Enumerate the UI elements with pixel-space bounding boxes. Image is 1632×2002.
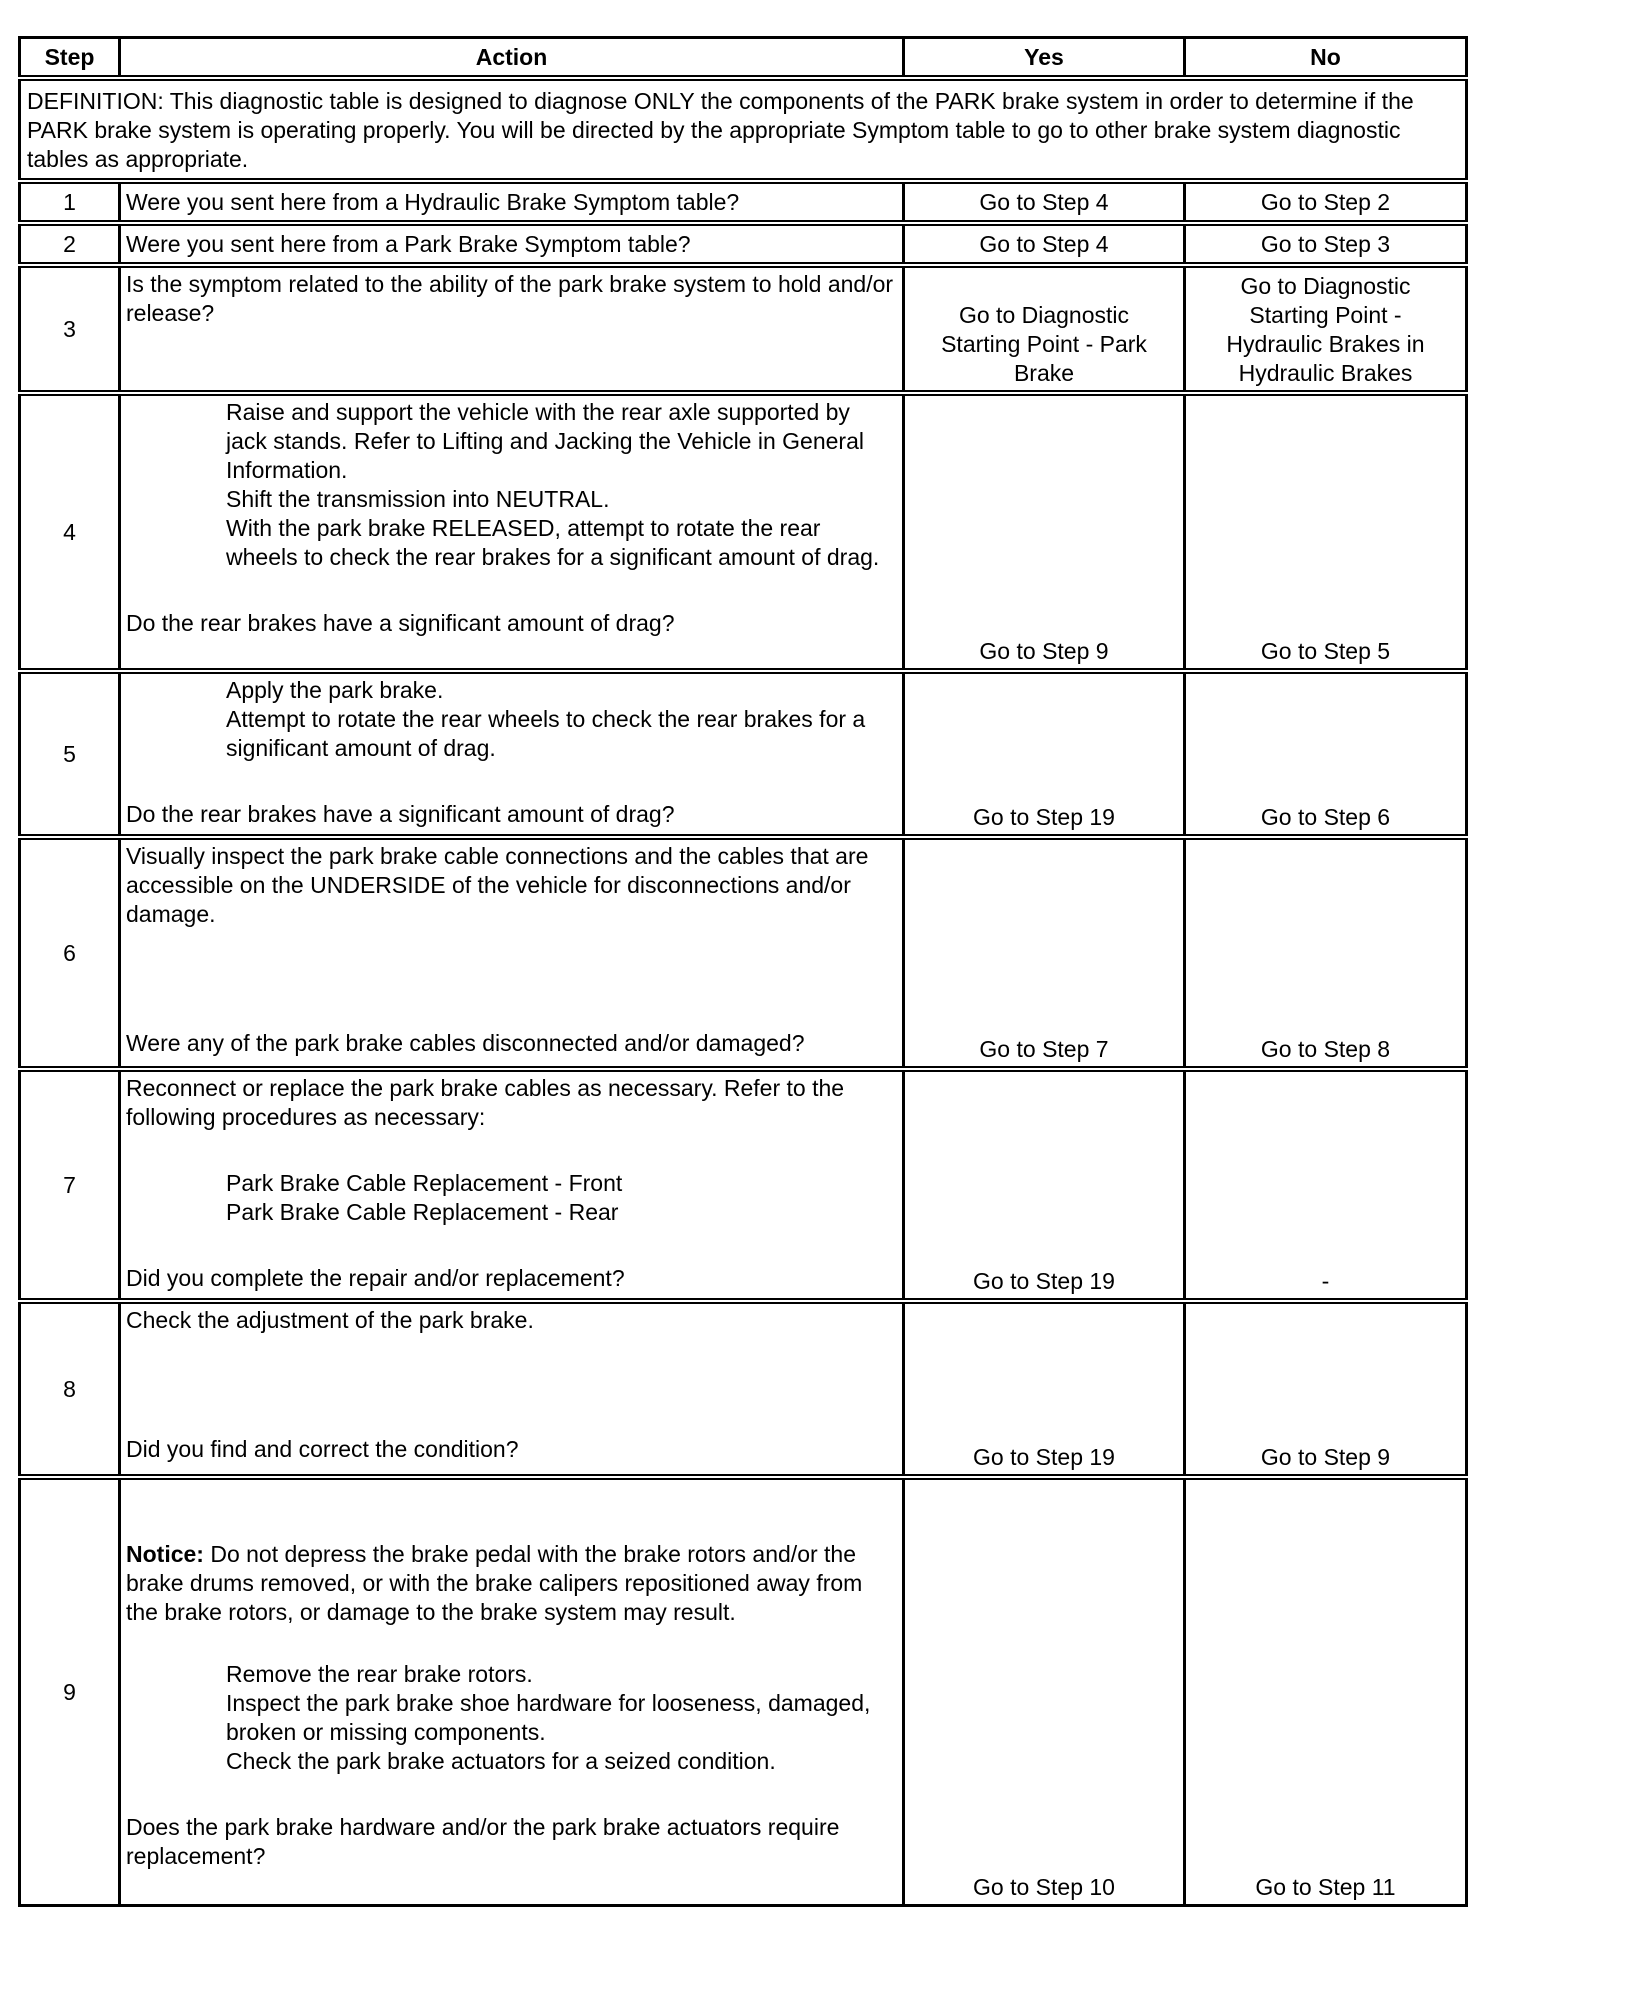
diagnostic-table xyxy=(18,36,1468,1907)
instruction-item: Check the park brake actuators for a seized condition. xyxy=(226,1748,776,1774)
step-number: 9 xyxy=(20,1477,120,1906)
instruction-item: With the park brake RELEASED, attempt to rotate the rear wheels to check the rear brakes for a significant amount of drag. xyxy=(226,515,880,570)
notice-text: Do not depress the brake pedal with the brake rotors and/or the brake drums removed, or with the brake calipers repositioned away from the brake rotors, or damage to the brake system may result. xyxy=(126,1541,863,1625)
diagnostic-table-document xyxy=(18,36,1465,1907)
notice-paragraph xyxy=(126,1540,897,1627)
step-number: 3 xyxy=(20,265,120,393)
header-action: Action xyxy=(120,38,904,79)
step-number: 4 xyxy=(20,393,120,671)
procedure-link-rear: Park Brake Cable Replacement - Rear xyxy=(226,1199,619,1225)
instruction-item: Raise and support the vehicle with the rear axle supported by jack stands. Refer to Lifting and Jacking the Vehicle in General Information. xyxy=(226,399,864,483)
yes-outcome: Go to Step 7 xyxy=(904,837,1185,1069)
no-outcome: - xyxy=(1185,1069,1467,1301)
header-yes: Yes xyxy=(904,38,1185,79)
no-outcome: Go to Step 8 xyxy=(1185,837,1467,1069)
no-outcome: Go to Step 5 xyxy=(1185,393,1467,671)
header-step: Step xyxy=(20,38,120,79)
step-instruction: Reconnect or replace the park brake cables as necessary. Refer to the following procedures as necessary: xyxy=(126,1075,845,1130)
table-row xyxy=(20,671,1467,837)
no-outcome: Go to Step 2 xyxy=(1185,181,1467,223)
yes-outcome: Go to Step 19 xyxy=(904,1069,1185,1301)
definition-text: DEFINITION: This diagnostic table is designed to diagnose ONLY the components of the PARK brake system in order to determine if the PARK brake system is operating properly. You will be directed by the appropriate Symptom table to go to other brake system diagnostic tables as appropriate. xyxy=(20,78,1467,181)
no-outcome: Go to Step 3 xyxy=(1185,223,1467,265)
step-action xyxy=(120,1477,904,1906)
definition-row xyxy=(20,78,1467,181)
step-question: Does the park brake hardware and/or the park brake actuators require replacement? xyxy=(126,1814,840,1869)
step-action xyxy=(120,393,904,671)
step-question: Do the rear brakes have a significant amount of drag? xyxy=(126,610,675,636)
instruction-item: Inspect the park brake shoe hardware for looseness, damaged, broken or missing components. xyxy=(226,1690,871,1745)
step-number: 5 xyxy=(20,671,120,837)
notice-label: Notice: xyxy=(126,1541,204,1567)
table-row xyxy=(20,1069,1467,1301)
step-number: 2 xyxy=(20,223,120,265)
step-instruction: Check the adjustment of the park brake. xyxy=(126,1307,534,1333)
step-number: 6 xyxy=(20,837,120,1069)
procedure-link-front: Park Brake Cable Replacement - Front xyxy=(226,1170,623,1196)
yes-outcome: Go to Step 4 xyxy=(904,181,1185,223)
step-question: Do the rear brakes have a significant amount of drag? xyxy=(126,801,675,827)
step-question: Were you sent here from a Park Brake Symptom table? xyxy=(120,223,904,265)
table-row xyxy=(20,181,1467,223)
table-row xyxy=(20,393,1467,671)
yes-outcome: Go to Step 19 xyxy=(904,671,1185,837)
step-question: Is the symptom related to the ability of the park brake system to hold and/or release? xyxy=(120,265,904,393)
yes-outcome: Go to Step 9 xyxy=(904,393,1185,671)
table-row xyxy=(20,265,1467,393)
step-question: Did you find and correct the condition? xyxy=(126,1436,519,1462)
instruction-item: Remove the rear brake rotors. xyxy=(226,1661,533,1687)
instruction-item: Apply the park brake. xyxy=(226,677,444,703)
no-outcome: Go to Step 9 xyxy=(1185,1301,1467,1477)
step-action xyxy=(120,1301,904,1477)
no-outcome: Go to Step 11 xyxy=(1185,1477,1467,1906)
yes-outcome: Go to Step 10 xyxy=(904,1477,1185,1906)
no-outcome: Go to Diagnostic Starting Point - Hydraulic Brakes in Hydraulic Brakes xyxy=(1185,265,1467,393)
table-row xyxy=(20,1477,1467,1906)
yes-outcome: Go to Diagnostic Starting Point - Park Brake xyxy=(904,265,1185,393)
yes-outcome: Go to Step 4 xyxy=(904,223,1185,265)
step-number: 1 xyxy=(20,181,120,223)
step-question: Did you complete the repair and/or replacement? xyxy=(126,1265,625,1291)
step-action xyxy=(120,671,904,837)
step-question: Were you sent here from a Hydraulic Brake Symptom table? xyxy=(120,181,904,223)
instruction-item: Attempt to rotate the rear wheels to check the rear brakes for a significant amount of drag. xyxy=(226,706,866,761)
table-row xyxy=(20,223,1467,265)
no-outcome: Go to Step 6 xyxy=(1185,671,1467,837)
table-row xyxy=(20,1301,1467,1477)
header-no: No xyxy=(1185,38,1467,79)
step-number: 7 xyxy=(20,1069,120,1301)
header-row xyxy=(20,38,1467,79)
step-question: Were any of the park brake cables disconnected and/or damaged? xyxy=(126,1030,805,1056)
instruction-item: Shift the transmission into NEUTRAL. xyxy=(226,486,610,512)
step-instruction: Visually inspect the park brake cable connections and the cables that are accessible on the UNDERSIDE of the vehicle for disconnections and/or damage. xyxy=(126,843,869,927)
table-row xyxy=(20,837,1467,1069)
step-number: 8 xyxy=(20,1301,120,1477)
yes-outcome: Go to Step 19 xyxy=(904,1301,1185,1477)
step-action xyxy=(120,1069,904,1301)
step-action xyxy=(120,837,904,1069)
